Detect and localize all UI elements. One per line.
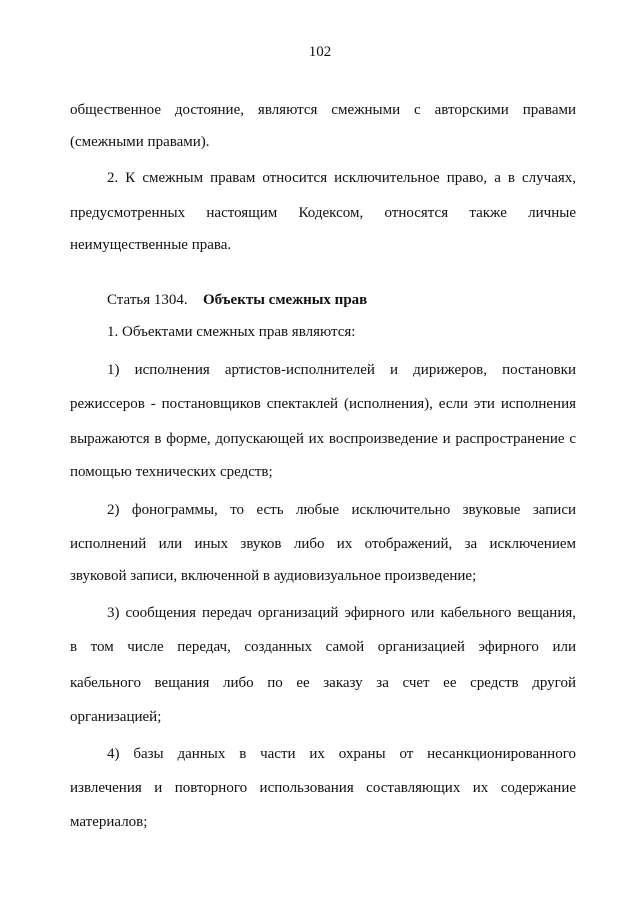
paragraph-line: помощью технических средств; [70, 464, 273, 480]
paragraph-line: общественное достояние, являются смежными с авторскими правами [70, 102, 576, 118]
paragraph-line: 2) фонограммы, то есть любые исключительно звуковые записи [107, 502, 576, 518]
paragraph-line: неимущественные права. [70, 237, 232, 253]
paragraph-line: организацией; [70, 709, 162, 725]
paragraph-line: 4) базы данных в части их охраны от несанкционированного [107, 746, 576, 762]
paragraph-line: звуковой записи, включенной в аудиовизуальное произведение; [70, 568, 477, 584]
article-title: Объекты смежных прав [203, 292, 368, 308]
page-number: 102 [308, 44, 332, 60]
paragraph-line: 3) сообщения передач организаций эфирного или кабельного вещания, [107, 605, 576, 621]
paragraph-line: кабельного вещания либо по ее заказу за счет ее средств другой [70, 675, 576, 691]
paragraph-line: 1) исполнения артистов-исполнителей и дирижеров, постановки [107, 362, 576, 378]
paragraph-line: режиссеров - постановщиков спектаклей (исполнения), если эти исполнения [70, 396, 576, 412]
paragraph-line: выражаются в форме, допускающей их воспроизведение и распространение с [70, 431, 576, 447]
paragraph-line: в том числе передач, созданных самой организацией эфирного или [70, 639, 576, 655]
paragraph-line: (смежными правами). [70, 134, 210, 150]
paragraph-line: извлечения и повторного использования составляющих их содержание [70, 780, 576, 796]
article-number: Статья 1304. [107, 292, 188, 308]
paragraph-line: материалов; [70, 814, 148, 830]
paragraph-line: 2. К смежным правам относится исключительное право, а в случаях, [107, 170, 576, 186]
paragraph-line: предусмотренных настоящим Кодексом, относятся также личные [70, 205, 576, 221]
article-heading [107, 291, 367, 309]
paragraph-line: 1. Объектами смежных прав являются: [107, 324, 356, 340]
paragraph-line: исполнений или иных звуков либо их отображений, за исключением [70, 536, 576, 552]
